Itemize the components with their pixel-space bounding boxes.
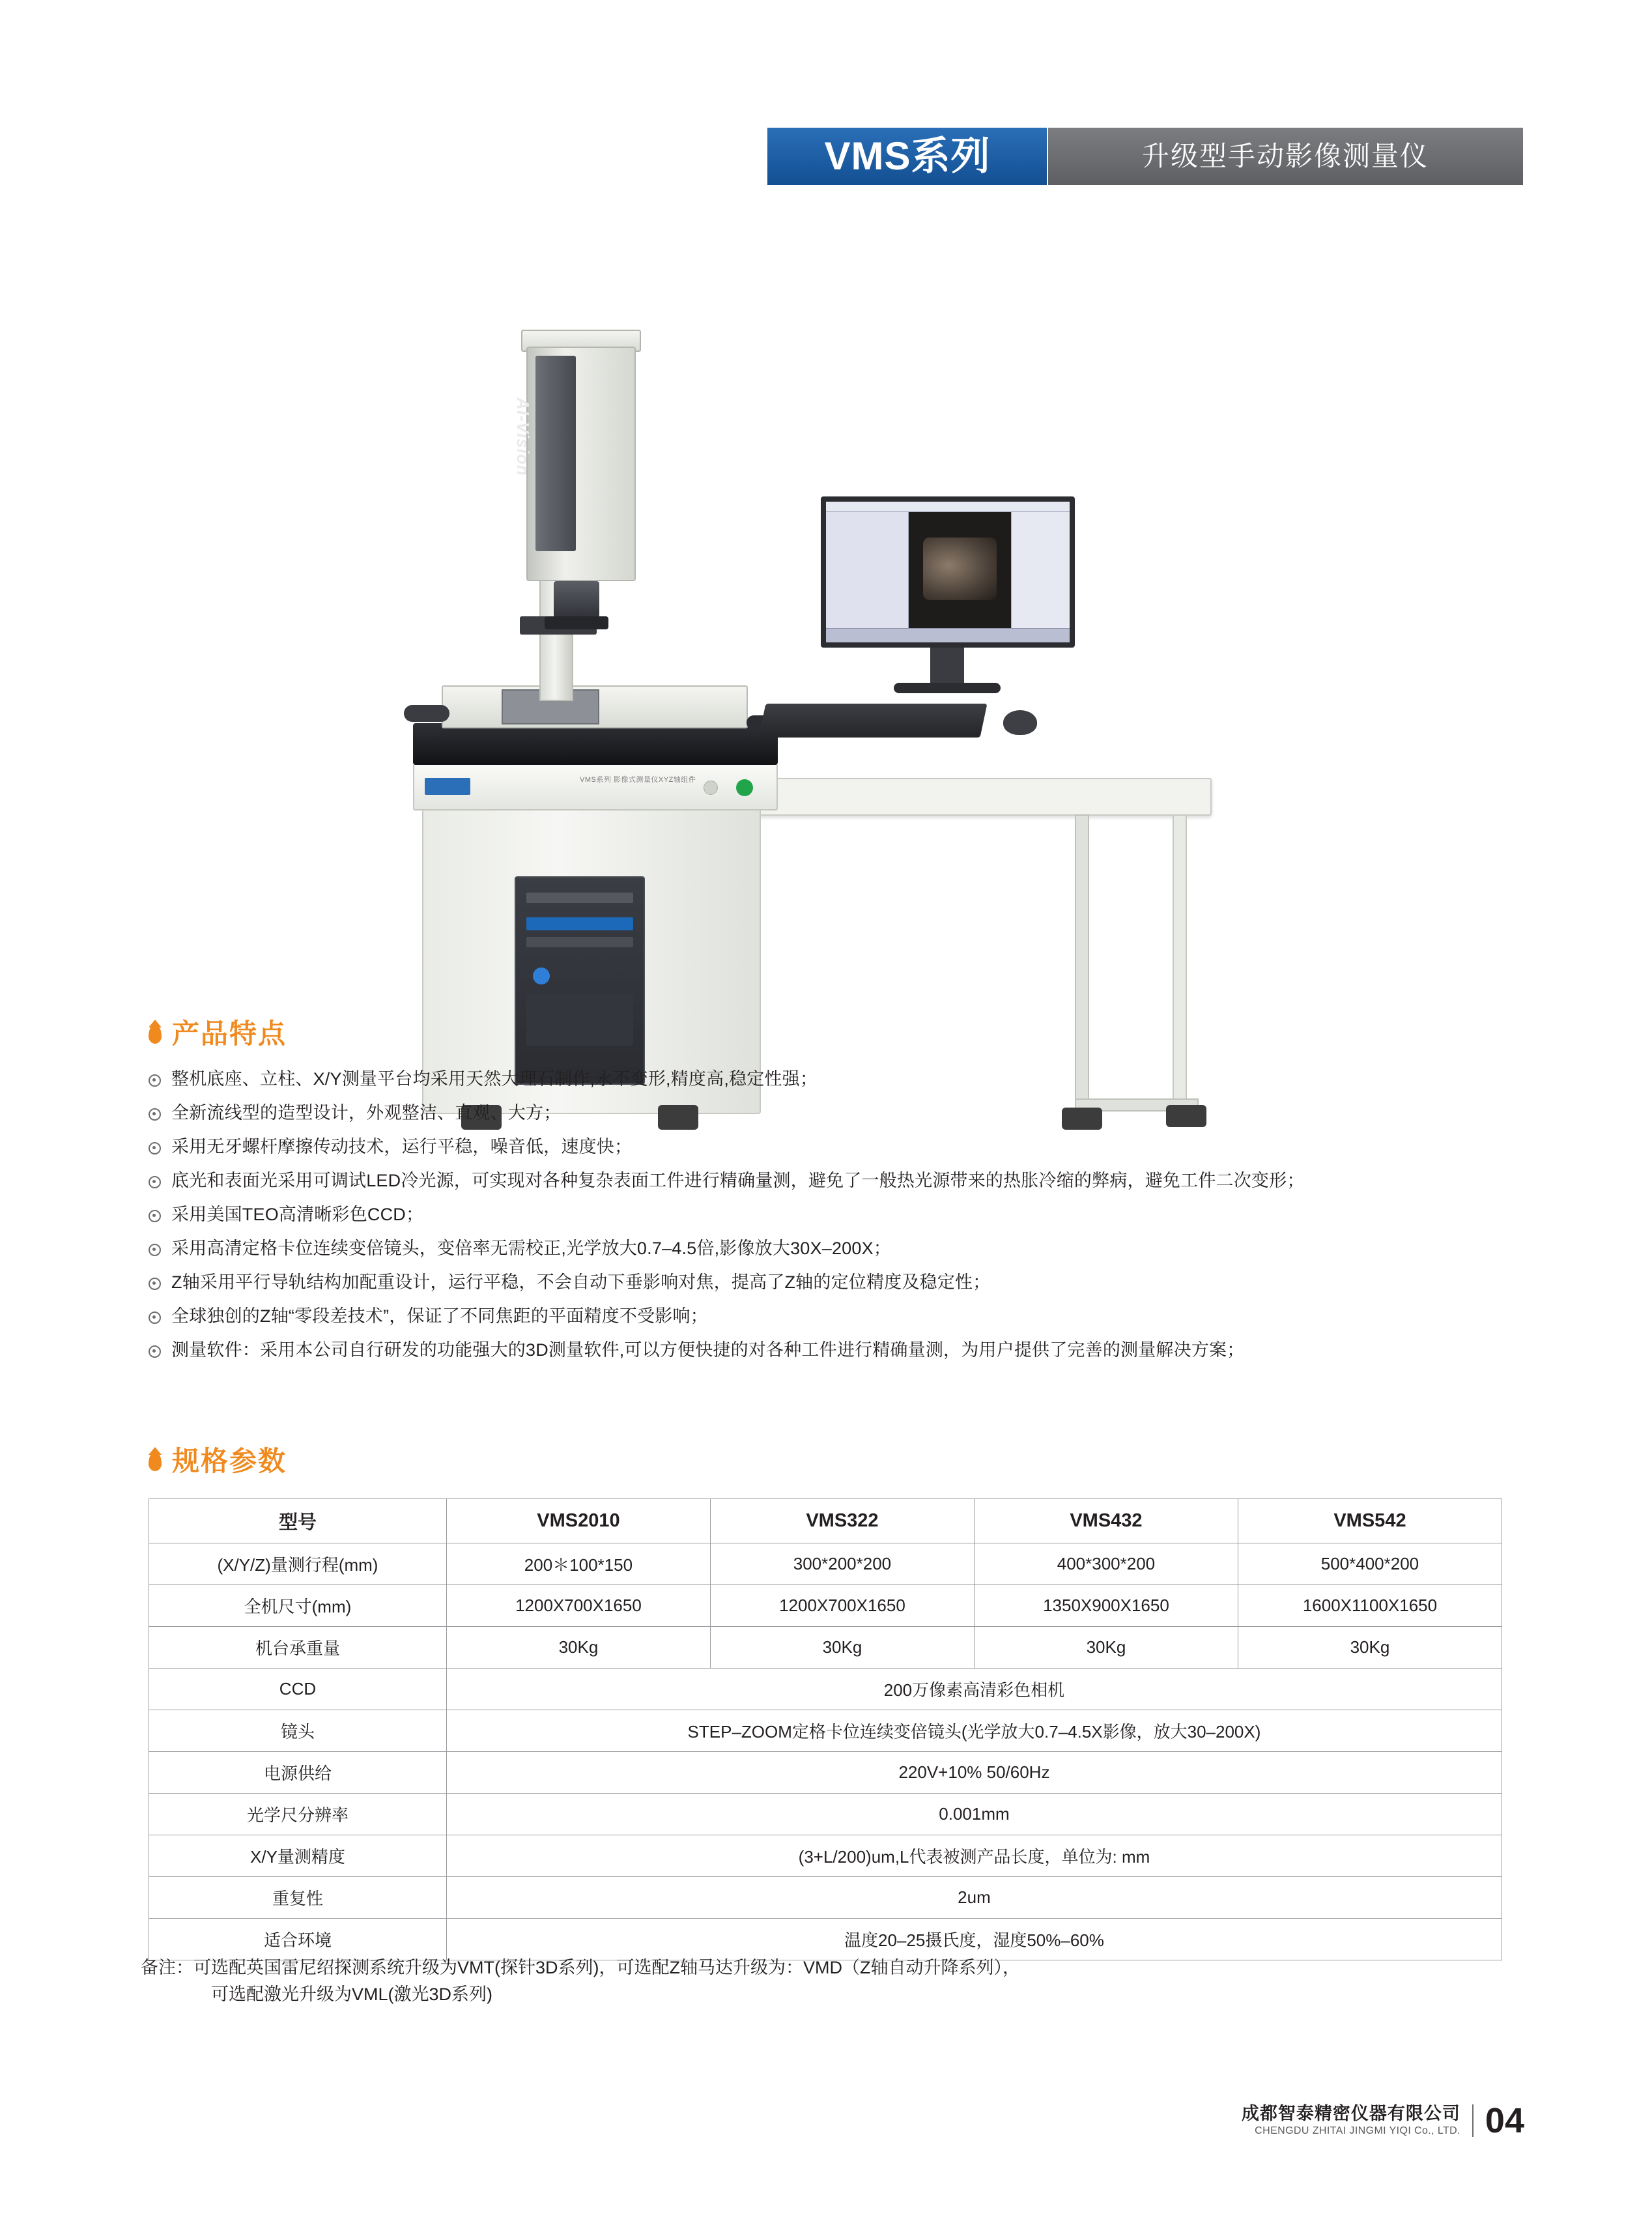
row-label: CCD xyxy=(149,1669,447,1710)
features-section-heading xyxy=(149,1020,287,1048)
row-value: 1600X1100X1650 xyxy=(1238,1585,1502,1627)
specs-title: 规格参数 xyxy=(172,1446,287,1476)
table-row xyxy=(149,1543,1502,1585)
note-line-1: 备注：可选配英国雷尼绍探测系统升级为VMT(探针3D系列)，可选配Z轴马达升级为：VMD（Z轴自动升降系列）， xyxy=(141,1958,1020,1977)
row-value-span: 200万像素高清彩色相机 xyxy=(446,1669,1502,1710)
machine-logo xyxy=(425,778,470,795)
tower-drive-bay-2 xyxy=(526,937,633,947)
stage-knob-left xyxy=(404,705,449,722)
ring-bullet-icon xyxy=(149,1312,161,1324)
specs-table-wrap xyxy=(149,1498,1502,1960)
feature-text: 整机底座、立柱、X/Y测量平台均采用天然大理石制作,永不变形,精度高,稳定性强； xyxy=(171,1069,818,1089)
features-list xyxy=(149,1068,1523,1373)
list-item xyxy=(149,1306,1523,1327)
list-item xyxy=(149,1204,1523,1226)
row-value-span: 220V+10% 50/60Hz xyxy=(446,1752,1502,1794)
column-header-vms542: VMS542 xyxy=(1238,1499,1502,1543)
list-item xyxy=(149,1238,1523,1259)
row-label: (X/Y/Z)量测行程(mm) xyxy=(149,1543,447,1585)
desk-top xyxy=(717,778,1212,816)
machine-button-gray xyxy=(704,781,718,795)
row-label: 全机尺寸(mm) xyxy=(149,1585,447,1627)
table-row xyxy=(149,1752,1502,1794)
software-status-bar xyxy=(826,628,1070,642)
row-label: 电源供给 xyxy=(149,1752,447,1794)
footer-company-cn: 成都智泰精密仪器有限公司 xyxy=(1241,2104,1460,2124)
software-right-panel xyxy=(1011,512,1070,628)
droplet-icon xyxy=(149,1452,162,1471)
column-header-model: 型号 xyxy=(149,1499,447,1543)
machine-button-green xyxy=(736,779,753,796)
list-item xyxy=(149,1136,1523,1158)
software-toolbar xyxy=(826,502,1070,512)
ring-bullet-icon xyxy=(149,1108,161,1121)
header-banner xyxy=(767,128,1523,185)
page-footer xyxy=(1242,2103,1524,2138)
ring-bullet-icon xyxy=(149,1210,161,1222)
banner-series-text: VMS系列 xyxy=(824,134,991,178)
row-label: 光学尺分辨率 xyxy=(149,1794,447,1835)
table-row xyxy=(149,1627,1502,1669)
tower-power-button-icon xyxy=(533,968,550,984)
note-line-2: 可选配激光升级为VML(激光3D系列) xyxy=(211,1984,493,2004)
ring-bullet-icon xyxy=(149,1278,161,1290)
feature-text: 测量软件：采用本公司自行研发的功能强大的3D测量软件,可以方便快捷的对各种工件进行精确量测，为用户提供了完善的测量解决方案； xyxy=(171,1340,1245,1360)
droplet-icon xyxy=(149,1024,162,1044)
feature-text: 全新流线型的造型设计，外观整洁、直观、大方； xyxy=(171,1102,562,1123)
table-row xyxy=(149,1919,1502,1960)
measurement-software-screen xyxy=(826,502,1070,642)
software-left-panel xyxy=(826,512,909,628)
mouse xyxy=(1003,710,1037,735)
row-value: 30Kg xyxy=(1238,1627,1502,1669)
feature-text: 采用美国TEO高清晰彩色CCD； xyxy=(171,1204,424,1224)
machine-brand-text: AI-Vision xyxy=(513,397,533,476)
product-photo xyxy=(365,202,1277,964)
table-row xyxy=(149,1794,1502,1835)
row-value: 30Kg xyxy=(710,1627,974,1669)
column-header-vms322: VMS322 xyxy=(710,1499,974,1543)
features-title: 产品特点 xyxy=(172,1018,287,1049)
page-number: 04 xyxy=(1485,2101,1524,2140)
tower-front-panel xyxy=(526,994,633,1046)
row-value: 30Kg xyxy=(446,1627,710,1669)
row-label: X/Y量测精度 xyxy=(149,1835,447,1877)
list-item xyxy=(149,1068,1523,1090)
list-item xyxy=(149,1102,1523,1124)
row-label: 镜头 xyxy=(149,1710,447,1752)
table-row xyxy=(149,1877,1502,1919)
feature-text: Z轴采用平行导轨结构加配重设计，运行平稳，不会自动下垂影响对焦，提高了Z轴的定位精度及稳定性； xyxy=(171,1272,991,1292)
stage-base xyxy=(413,723,778,765)
banner-series-block xyxy=(767,128,1047,185)
table-note xyxy=(141,1955,1509,2007)
table-header-row xyxy=(149,1499,1502,1543)
banner-subtitle-text: 升级型手动影像测量仪 xyxy=(1141,141,1429,171)
row-label: 适合环境 xyxy=(149,1919,447,1960)
software-camera-view xyxy=(909,512,1011,628)
ring-bullet-icon xyxy=(149,1345,161,1358)
row-value: 400*300*200 xyxy=(974,1543,1238,1585)
row-value: 500*400*200 xyxy=(1238,1543,1502,1585)
list-item xyxy=(149,1340,1523,1361)
specs-section-heading xyxy=(149,1448,287,1475)
list-item xyxy=(149,1272,1523,1293)
machine-base-label: VMS系列 影像式测量仪XYZ轴组件 xyxy=(580,776,696,784)
row-value-span: (3+L/200)um,L代表被测产品长度，单位为: mm xyxy=(446,1835,1502,1877)
row-value: 1200X700X1650 xyxy=(446,1585,710,1627)
row-value-span: STEP–ZOOM定格卡位连续变倍镜头(光学放大0.7–4.5X影像，放大30–200X) xyxy=(446,1710,1502,1752)
feature-text: 采用高清定格卡位连续变倍镜头，变倍率无需校正,光学放大0.7–4.5倍,影像放大30X–200X； xyxy=(171,1238,891,1258)
ring-bullet-icon xyxy=(149,1074,161,1087)
footer-company-en: CHENGDU ZHITAI JINGMI YIQI Co., LTD. xyxy=(1255,2125,1460,2136)
monitor-neck xyxy=(930,648,964,685)
ring-bullet-icon xyxy=(149,1142,161,1154)
software-body xyxy=(826,512,1070,628)
table-row xyxy=(149,1585,1502,1627)
table-row xyxy=(149,1710,1502,1752)
optics-light-ring xyxy=(545,616,608,629)
ring-bullet-icon xyxy=(149,1244,161,1256)
column-header-vms2010: VMS2010 xyxy=(446,1499,710,1543)
footer-divider xyxy=(1472,2104,1474,2137)
row-value-span: 2um xyxy=(446,1877,1502,1919)
specs-table xyxy=(149,1498,1502,1960)
tower-accent-bar xyxy=(526,917,633,930)
row-label: 机台承重量 xyxy=(149,1627,447,1669)
row-label: 重复性 xyxy=(149,1877,447,1919)
ring-bullet-icon xyxy=(149,1176,161,1188)
column-header-vms432: VMS432 xyxy=(974,1499,1238,1543)
row-value: 1200X700X1650 xyxy=(710,1585,974,1627)
row-value: 30Kg xyxy=(974,1627,1238,1669)
monitor-base xyxy=(894,683,1001,693)
row-value: 1350X900X1650 xyxy=(974,1585,1238,1627)
list-item xyxy=(149,1170,1523,1192)
monitor xyxy=(821,496,1075,648)
row-value: 200＊100*150 xyxy=(446,1543,710,1585)
banner-subtitle-block xyxy=(1047,128,1523,185)
keyboard xyxy=(758,704,987,738)
feature-text: 底光和表面光采用可调试LED冷光源，可实现对各种复杂表面工件进行精确量测，避免了一般热光源带来的热胀冷缩的弊病，避免工件二次变形； xyxy=(171,1170,1305,1190)
row-value: 300*200*200 xyxy=(710,1543,974,1585)
footer-company xyxy=(1242,2103,1460,2138)
tower-drive-bay xyxy=(526,893,633,903)
table-row xyxy=(149,1835,1502,1877)
table-row xyxy=(149,1669,1502,1710)
row-value-span: 温度20–25摄氏度，湿度50%–60% xyxy=(446,1919,1502,1960)
optics-lens xyxy=(554,581,599,618)
optics-head-dark-panel xyxy=(535,356,576,551)
feature-text: 采用无牙螺杆摩擦传动技术，运行平稳，噪音低，速度快； xyxy=(171,1136,633,1156)
feature-text: 全球独创的Z轴“零段差技术”，保证了不同焦距的平面精度不受影响； xyxy=(171,1306,708,1326)
row-value-span: 0.001mm xyxy=(446,1794,1502,1835)
